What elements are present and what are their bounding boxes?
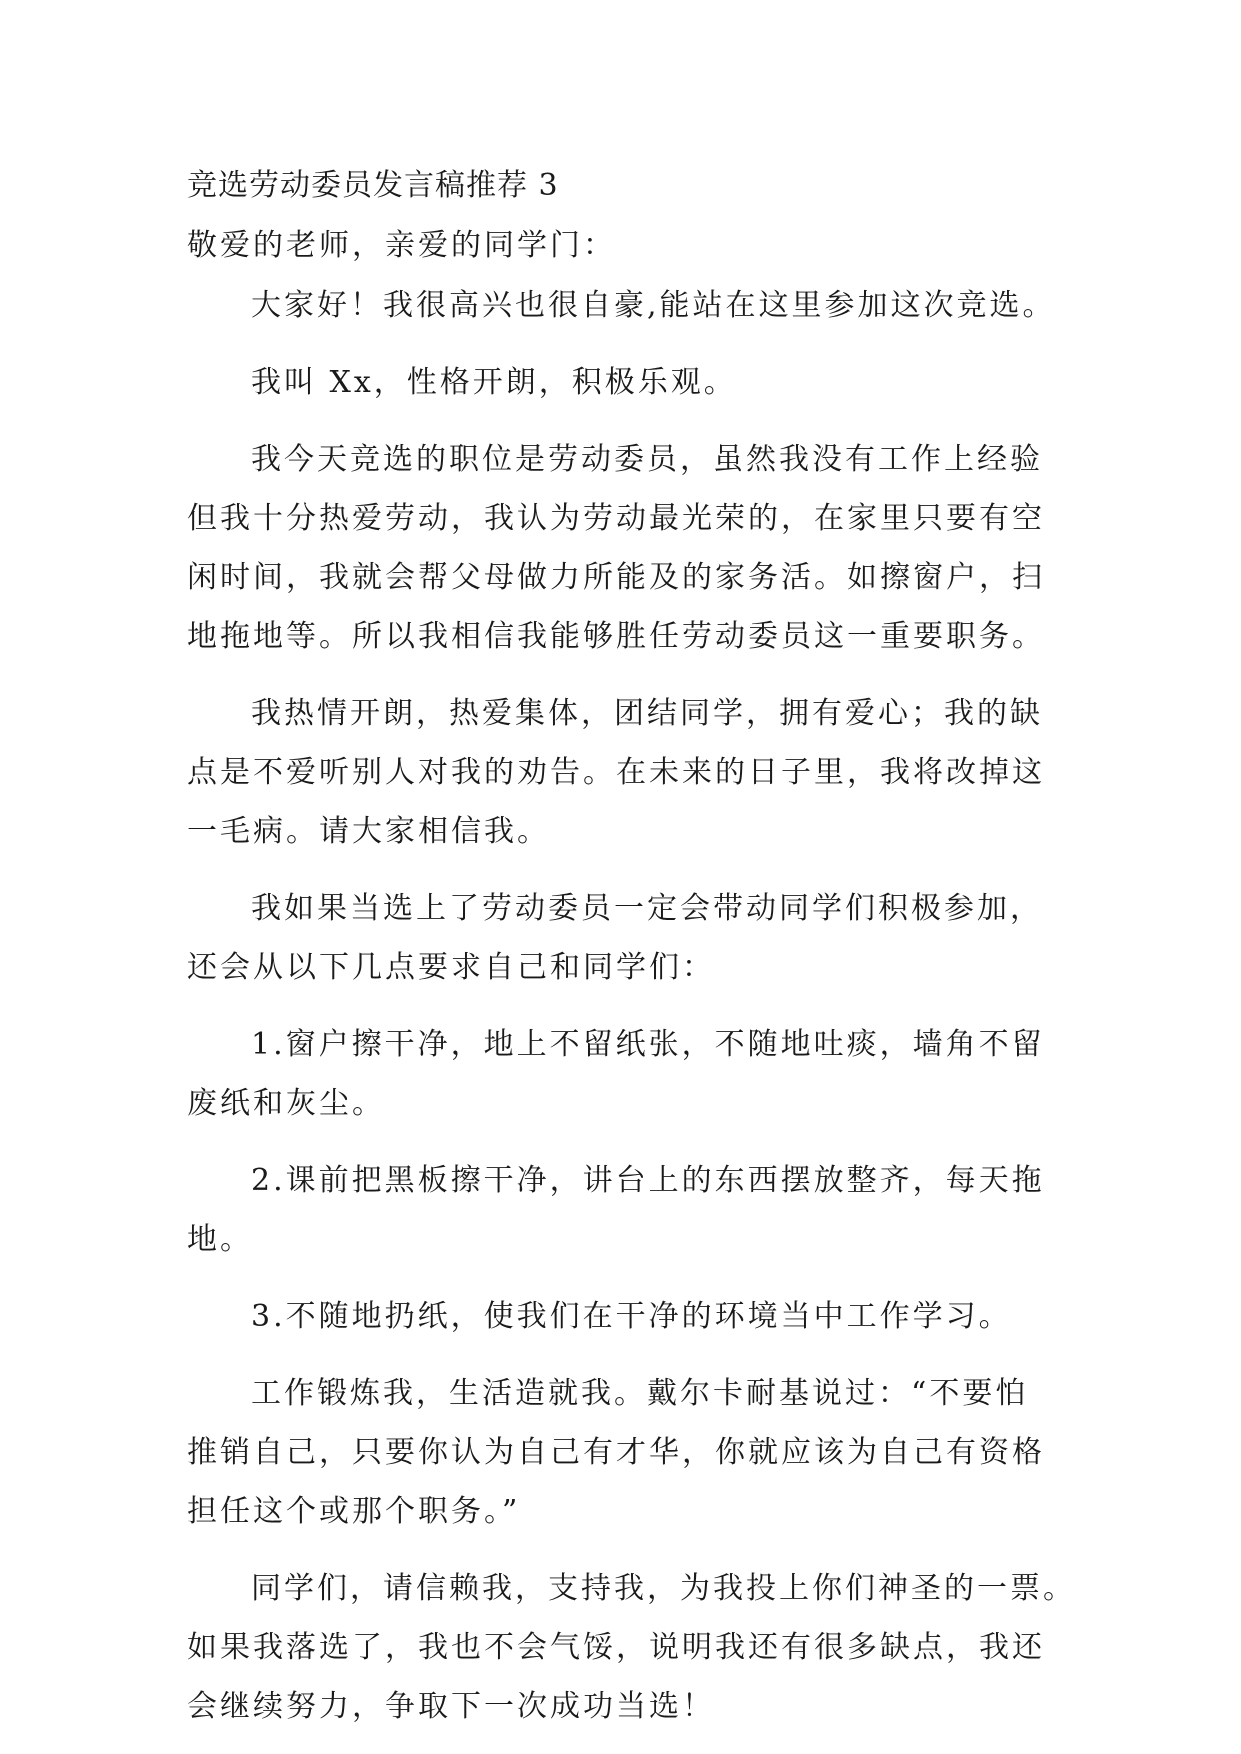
paragraph-line: 同学们，请信赖我，支持我，为我投上你们神圣的一票。 — [251, 1571, 1076, 1606]
paragraph-line: 地。 — [187, 1222, 253, 1257]
paragraph-line: 3.不随地扔纸，使我们在干净的环境当中工作学习。 — [251, 1299, 1012, 1334]
document-title: 竞选劳动委员发言稿推荐 3 — [187, 168, 559, 203]
document-body — [187, 276, 1227, 1754]
paragraph — [187, 1151, 1227, 1269]
paragraph — [187, 1559, 1227, 1736]
paragraph-line: 大家好！我很高兴也很自豪,能站在这里参加这次竞选。 — [251, 288, 1056, 323]
paragraph — [187, 1287, 1227, 1346]
paragraph-line: 2.课前把黑板擦干净，讲台上的东西摆放整齐，每天拖 — [251, 1163, 1045, 1198]
paragraph-line: 我今天竞选的职位是劳动委员，虽然我没有工作上经验 — [251, 442, 1043, 477]
paragraph — [187, 353, 1227, 412]
paragraph-line: 地拖地等。所以我相信我能够胜任劳动委员这一重要职务。 — [187, 619, 1045, 654]
paragraph-line: 我热情开朗，热爱集体，团结同学，拥有爱心；我的缺 — [251, 696, 1043, 731]
paragraph — [187, 1015, 1227, 1133]
paragraph-line: 废纸和灰尘。 — [187, 1086, 385, 1121]
paragraph-line: 工作锻炼我，生活造就我。戴尔卡耐基说过：“不要怕 — [251, 1376, 1029, 1411]
paragraph-line: 推销自己，只要你认为自己有才华，你就应该为自己有资格 — [187, 1435, 1045, 1470]
paragraph-line: 一毛病。请大家相信我。 — [187, 814, 550, 849]
paragraph-line: 点是不爱听别人对我的劝告。在未来的日子里，我将改掉这 — [187, 755, 1045, 790]
paragraph — [187, 1364, 1227, 1541]
paragraph — [187, 684, 1227, 861]
salutation: 敬爱的老师，亲爱的同学门： — [187, 228, 616, 263]
paragraph — [187, 430, 1227, 666]
paragraph-line: 如果我落选了，我也不会气馁，说明我还有很多缺点，我还 — [187, 1630, 1045, 1665]
paragraph-line: 闲时间，我就会帮父母做力所能及的家务活。如擦窗户，扫 — [187, 560, 1045, 595]
paragraph-line: 我如果当选上了劳动委员一定会带动同学们积极参加， — [251, 891, 1043, 926]
paragraph-line: 但我十分热爱劳动，我认为劳动最光荣的，在家里只要有空 — [187, 501, 1045, 536]
paragraph — [187, 879, 1227, 997]
paragraph-line: 会继续努力，争取下一次成功当选！ — [187, 1689, 715, 1724]
paragraph-line: 我叫 Xx，性格开朗，积极乐观。 — [251, 365, 737, 400]
paragraph-line: 担任这个或那个职务。” — [187, 1494, 521, 1529]
paragraph-line: 还会从以下几点要求自己和同学们： — [187, 950, 715, 985]
paragraph-line: 1.窗户擦干净，地上不留纸张，不随地吐痰，墙角不留 — [251, 1027, 1045, 1062]
paragraph — [187, 276, 1227, 335]
